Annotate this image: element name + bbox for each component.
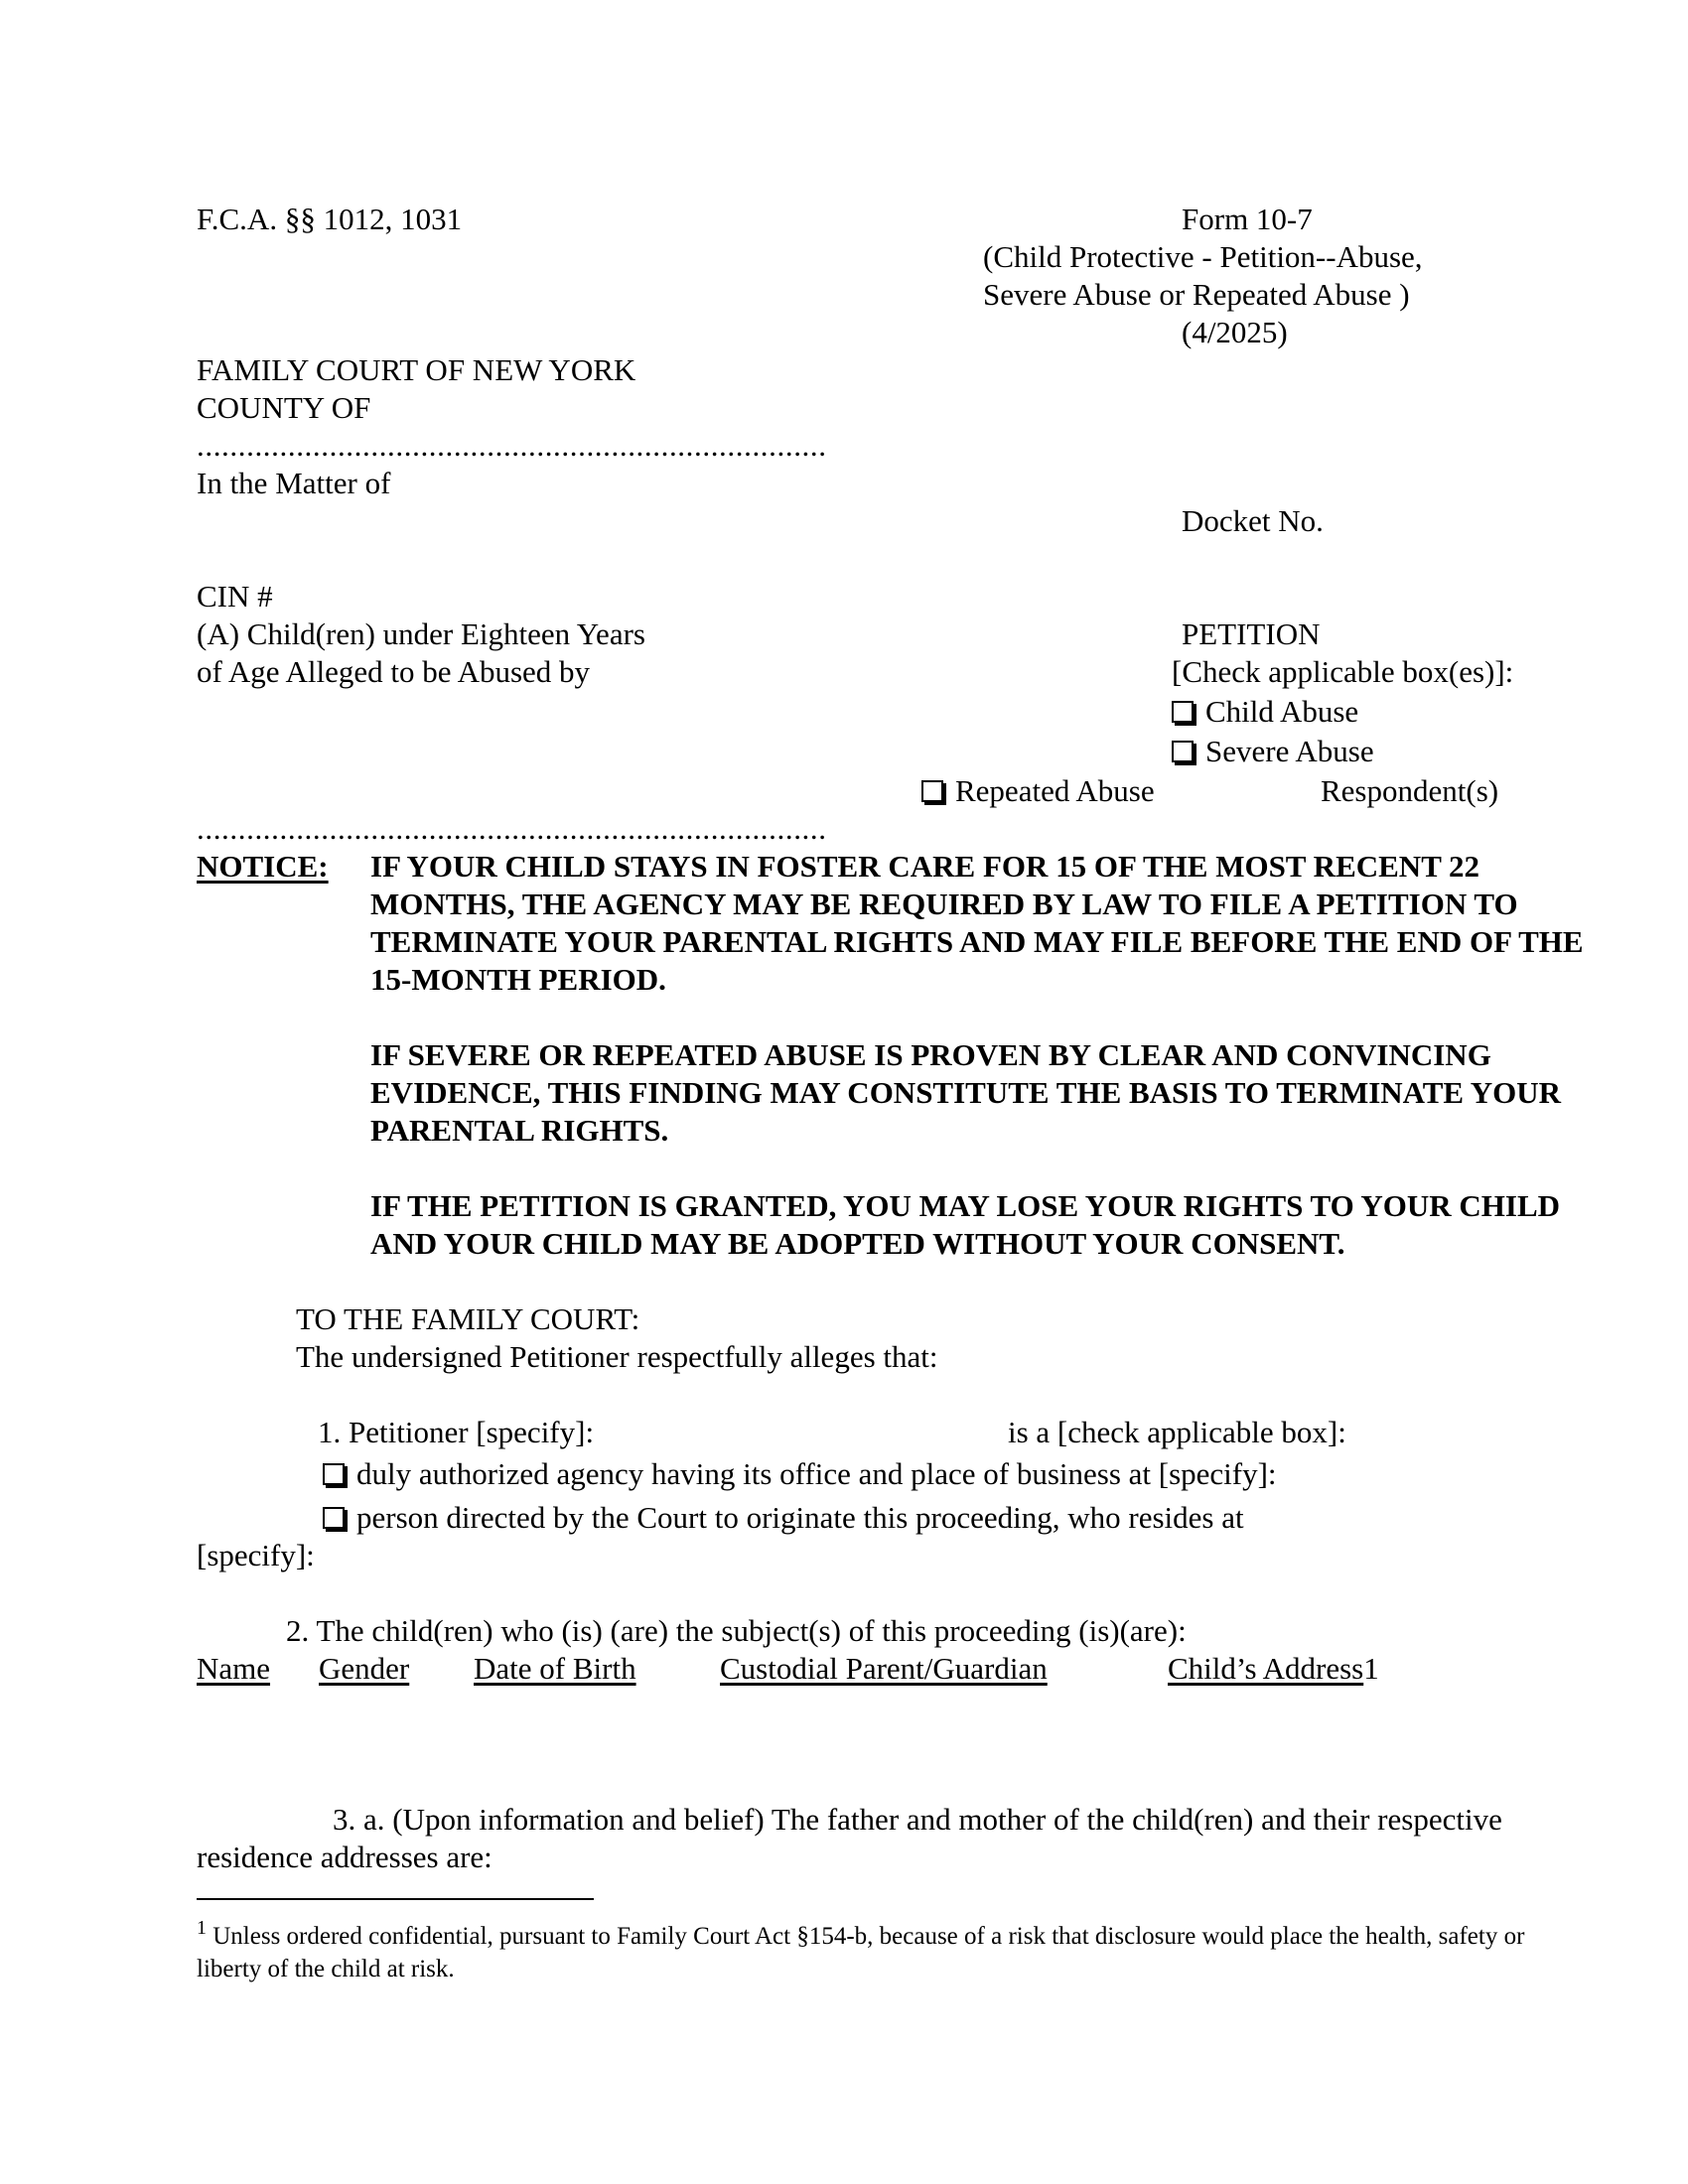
to-the-court: TO THE FAMILY COURT: (296, 1301, 640, 1336)
column-custodial-parent: Custodial Parent/Guardian (720, 1651, 1048, 1686)
docket-label: Docket No. (1182, 503, 1324, 538)
item2-label: 2. The child(ren) who (is) (are) the subject(s) of this proceeding (is)(are): (286, 1613, 1187, 1648)
notice-paragraph-1: IF YOUR CHILD STAYS IN FOSTER CARE FOR 15 OF THE MOST RECENT 22 MONTHS, THE AGENCY MAY BE REQUIRED BY LAW TO FILE A PETITION TO TERMINATE YOUR PARENTAL RIGHTS AND MAY FILE BEFORE THE END OF THE 15-MONTH PERIOD. (370, 849, 1584, 997)
checkbox-severe-abuse[interactable] (1172, 741, 1194, 762)
footnote-reference: 1 (1363, 1651, 1379, 1686)
notice-label: NOTICE: (197, 849, 329, 884)
caption-divider-top: ............................................................................ (197, 428, 827, 463)
item1-specify: [specify]: (197, 1538, 315, 1572)
column-child-address: Child’s Address1 (1168, 1651, 1379, 1686)
notice-paragraph-3: IF THE PETITION IS GRANTED, YOU MAY LOSE YOUR RIGHTS TO YOUR CHILD AND YOUR CHILD MAY BE ADOPTED WITHOUT YOUR CONSENT. (370, 1188, 1561, 1261)
county-label: COUNTY OF (197, 390, 371, 425)
form-number: Form 10-7 (1182, 202, 1313, 236)
in-matter-of: In the Matter of (197, 466, 391, 500)
petition-label: PETITION (1182, 616, 1321, 651)
form-description-line1: (Child Protective - Petition--Abuse, (983, 239, 1423, 274)
option-severe-abuse[interactable]: Severe Abuse (1172, 733, 1374, 770)
petition-intro: The undersigned Petitioner respectfully alleges that: (296, 1339, 938, 1374)
item1-option-agency[interactable]: duly authorized agency having its office and place of business at [specify]: (323, 1455, 1277, 1493)
checkbox-agency[interactable] (323, 1463, 345, 1485)
form-description-line2: Severe Abuse or Repeated Abuse ) (983, 277, 1410, 312)
statute-reference: F.C.A. §§ 1012, 1031 (197, 202, 463, 236)
column-date-of-birth: Date of Birth (474, 1651, 636, 1686)
respondents-label: Respondent(s) (1321, 773, 1499, 808)
item1-option-person[interactable]: person directed by the Court to originate this proceeding, who resides at (323, 1499, 1244, 1537)
column-gender: Gender (319, 1651, 410, 1686)
cin-label: CIN # (197, 579, 273, 614)
footnote (197, 1917, 1587, 1985)
item1-check-instruction: is a [check applicable box]: (1008, 1415, 1346, 1449)
item3-line1: 3. a. (Upon information and belief) The father and mother of the child(ren) and their respective (333, 1802, 1502, 1837)
item3-line2: residence addresses are: (197, 1840, 492, 1874)
form-date: (4/2025) (1182, 315, 1288, 349)
footnote-text: Unless ordered confidential, pursuant to Family Court Act §154-b, because of a risk that disclosure would place the health, safety or liberty of the child at risk. (197, 1923, 1525, 1982)
option-child-abuse[interactable]: Child Abuse (1172, 693, 1358, 731)
checkbox-repeated-abuse[interactable] (921, 780, 943, 802)
notice-paragraph-2: IF SEVERE OR REPEATED ABUSE IS PROVEN BY CLEAR AND CONVINCING EVIDENCE, THIS FINDING MAY CONSTITUTE THE BASIS TO TERMINATE YOUR PARENTAL RIGHTS. (370, 1037, 1561, 1148)
column-name: Name (197, 1651, 271, 1686)
check-instruction: [Check applicable box(es)]: (1172, 654, 1514, 689)
court-name: FAMILY COURT OF NEW YORK (197, 352, 636, 387)
checkbox-child-abuse[interactable] (1172, 701, 1194, 723)
child-description-line2: of Age Alleged to be Abused by (197, 654, 591, 689)
footnote-separator (197, 1898, 594, 1900)
option-repeated-abuse[interactable]: Repeated Abuse (921, 772, 1155, 810)
item1-petitioner-label: 1. Petitioner [specify]: (318, 1415, 595, 1449)
child-description-line1: (A) Child(ren) under Eighteen Years (197, 616, 645, 651)
caption-divider-bottom: ............................................................................ (197, 811, 827, 846)
checkbox-person[interactable] (323, 1507, 345, 1529)
footnote-marker: 1 (197, 1917, 207, 1939)
